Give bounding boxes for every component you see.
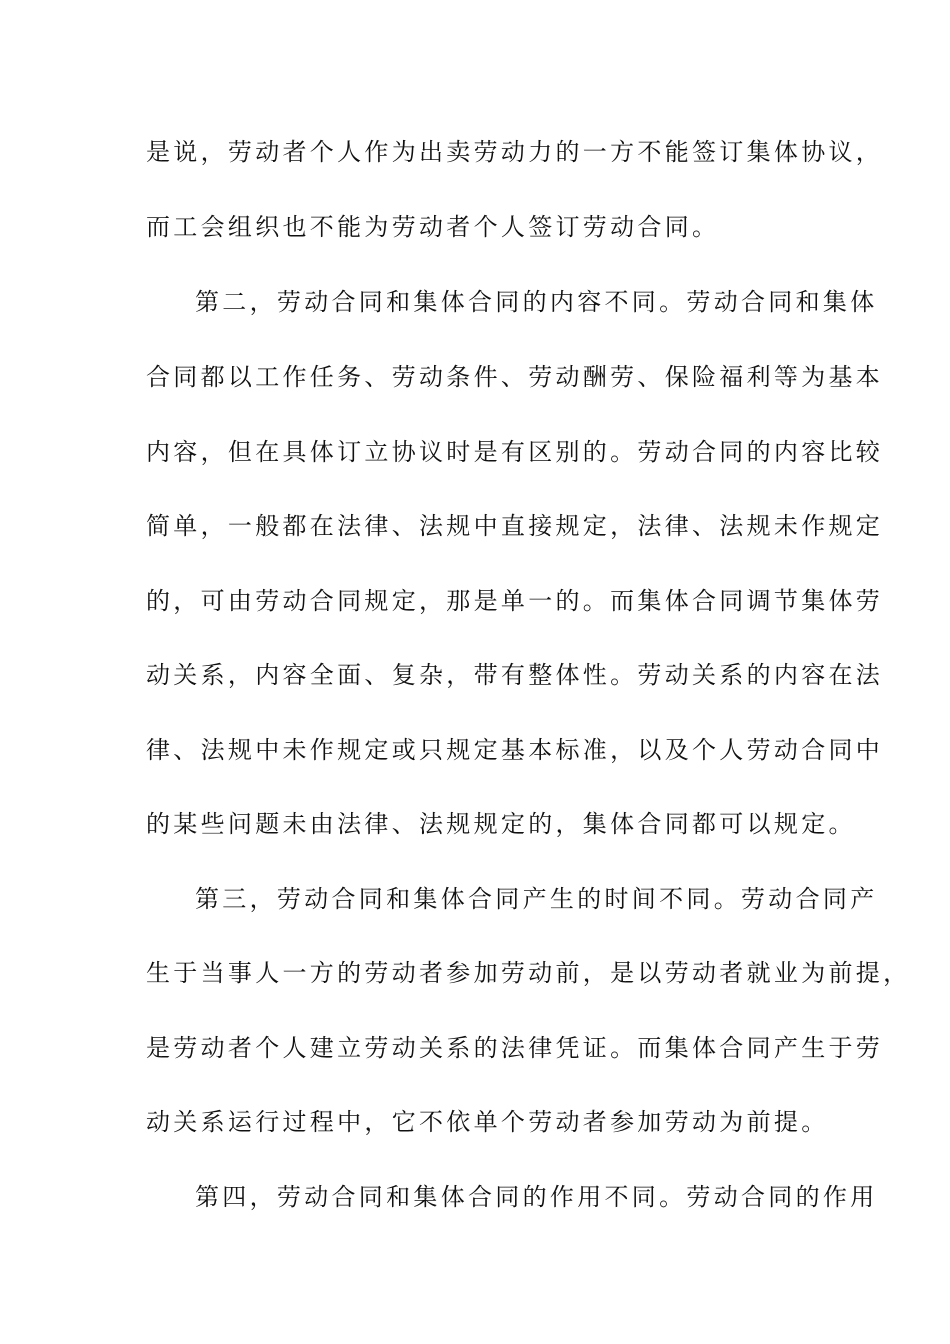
text-line-14: 动关系运行过程中，它不依单个劳动者参加劳动为前提。 [146,1108,829,1136]
text-line-2: 而工会组织也不能为劳动者个人签订劳动合同。 [146,213,720,241]
text-line-7: 的，可由劳动合同规定，那是单一的。而集体合同调节集体劳 [146,587,884,615]
paragraph-2-first-line: 第二，劳动合同和集体合同的内容不同。劳动合同和集体 [195,288,878,316]
text-line-8: 动关系，内容全面、复杂，带有整体性。劳动关系的内容在法 [146,661,884,689]
text-line-13: 是劳动者个人建立劳动关系的法律凭证。而集体合同产生于劳 [146,1034,884,1062]
text-line-12: 生于当事人一方的劳动者参加劳动前，是以劳动者就业为前提， [146,959,911,987]
text-line-9: 律、法规中未作规定或只规定基本标准，以及个人劳动合同中 [146,736,884,764]
paragraph-3-first-line: 第三，劳动合同和集体合同产生的时间不同。劳动合同产 [195,885,878,913]
text-line-10: 的某些问题未由法律、法规规定的，集体合同都可以规定。 [146,810,856,838]
text-line-4: 合同都以工作任务、劳动条件、劳动酬劳、保险福利等为基本 [146,363,884,391]
text-line-5: 内容，但在具体订立协议时是有区别的。劳动合同的内容比较 [146,438,884,466]
text-line-6: 简单，一般都在法律、法规中直接规定，法律、法规未作规定 [146,512,884,540]
paragraph-4-first-line: 第四，劳动合同和集体合同的作用不同。劳动合同的作用 [195,1183,878,1211]
text-line-1: 是说，劳动者个人作为出卖劳动力的一方不能签订集体协议， [146,138,884,166]
